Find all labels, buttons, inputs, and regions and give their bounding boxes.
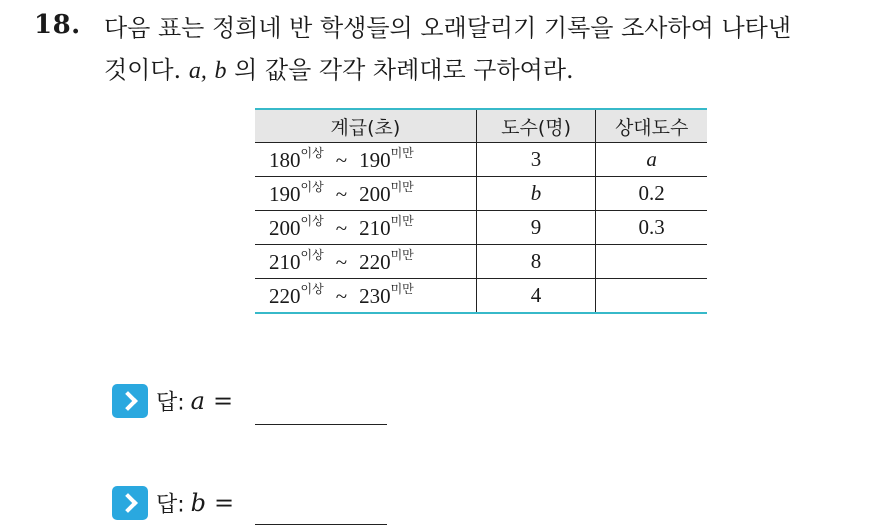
chevron-right-icon — [112, 384, 148, 418]
interval-to-suffix: 미만 — [390, 146, 414, 160]
table-header-row — [255, 109, 707, 143]
answer-label: 답: — [156, 390, 185, 416]
line2-suffix: 의 값을 각각 차례대로 구하여라. — [234, 56, 574, 84]
variable-b: b — [214, 58, 227, 84]
answer-label: 답: — [156, 492, 185, 518]
interval-tilde: ~ — [335, 216, 348, 240]
interval-from-suffix: 이상 — [300, 180, 324, 194]
interval-tilde: ~ — [335, 284, 348, 308]
question-text-line1: 다음 표는 정희네 반 학생들의 오래달리기 기록을 조사하여 나타낸 — [104, 14, 791, 42]
interval-from: 220 — [269, 284, 301, 308]
interval-to: 190 — [359, 148, 391, 172]
question-text-line2 — [104, 54, 574, 87]
header-frequency: 도수(명) — [476, 109, 596, 143]
answer-b-blank[interactable] — [255, 524, 387, 525]
interval-from: 180 — [269, 148, 301, 172]
class-interval — [255, 177, 476, 211]
interval-to-suffix: 미만 — [390, 248, 414, 262]
header-relative-frequency: 상대도수 — [596, 109, 707, 143]
equals-sign: = — [214, 489, 235, 517]
answer-a-row — [112, 384, 233, 418]
variable-a: a, — [188, 58, 207, 84]
interval-to: 210 — [359, 216, 391, 240]
chevron-right-icon — [112, 486, 148, 520]
interval-to-suffix: 미만 — [390, 214, 414, 228]
interval-tilde: ~ — [335, 182, 348, 206]
frequency-cell: 3 — [476, 143, 596, 177]
interval-from-suffix: 이상 — [300, 214, 324, 228]
interval-from-suffix: 이상 — [300, 146, 324, 160]
frequency-cell: 4 — [476, 279, 596, 314]
interval-from: 210 — [269, 250, 301, 274]
class-interval — [255, 245, 476, 279]
table-row — [255, 177, 707, 211]
interval-tilde: ~ — [335, 250, 348, 274]
question-number: 18. — [34, 10, 81, 40]
answer-a-blank[interactable] — [255, 424, 387, 425]
interval-from-suffix: 이상 — [300, 248, 324, 262]
answer-b-row — [112, 486, 234, 520]
table-row — [255, 211, 707, 245]
relative-frequency-cell — [596, 245, 707, 279]
answer-variable: b — [190, 489, 207, 517]
relative-frequency-cell — [596, 279, 707, 314]
interval-to: 220 — [359, 250, 391, 274]
table-row — [255, 143, 707, 177]
frequency-cell: 9 — [476, 211, 596, 245]
frequency-cell: b — [476, 177, 596, 211]
class-interval — [255, 143, 476, 177]
line2-prefix: 것이다. — [104, 56, 182, 84]
interval-tilde: ~ — [335, 148, 348, 172]
class-interval — [255, 211, 476, 245]
interval-from: 190 — [269, 182, 301, 206]
interval-to-suffix: 미만 — [390, 282, 414, 296]
interval-to-suffix: 미만 — [390, 180, 414, 194]
interval-from: 200 — [269, 216, 301, 240]
interval-from-suffix: 이상 — [300, 282, 324, 296]
table-row — [255, 279, 707, 314]
equals-sign: = — [212, 387, 234, 415]
interval-to: 230 — [359, 284, 391, 308]
class-interval — [255, 279, 476, 314]
table-row — [255, 245, 707, 279]
relative-frequency-cell: 0.3 — [596, 211, 707, 245]
header-class: 계급(초) — [255, 109, 476, 143]
frequency-cell: 8 — [476, 245, 596, 279]
relative-frequency-cell: 0.2 — [596, 177, 707, 211]
answer-variable: a — [190, 387, 205, 415]
relative-frequency-cell: a — [596, 143, 707, 177]
frequency-table — [255, 108, 707, 314]
interval-to: 200 — [359, 182, 391, 206]
